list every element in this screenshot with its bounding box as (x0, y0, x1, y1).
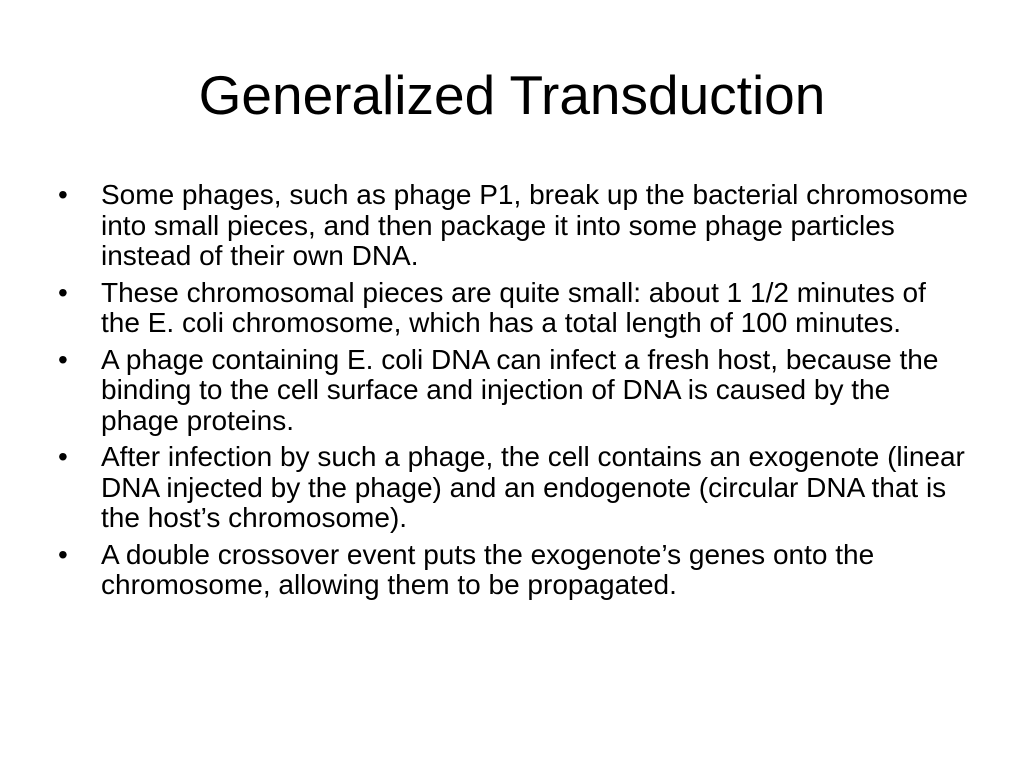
bullet-item (58, 442, 968, 534)
bullet-list (58, 180, 968, 607)
bullet-item (58, 540, 968, 601)
bullet-dot-icon: • (58, 538, 68, 570)
bullet-item (58, 278, 968, 339)
bullet-dot-icon: • (58, 179, 68, 210)
bullet-text: These chromosomal pieces are quite small: about 1 1/2 minutes of the E. coli chromosome, which has a total length of 100 minutes. (101, 276, 926, 338)
bullet-item (58, 345, 968, 437)
bullet-item (58, 180, 968, 272)
bullet-dot-icon: • (58, 441, 68, 472)
bullet-text: Some phages, such as phage P1, break up the bacterial chromosome into small pieces, and then package it into some phage particles instead of their own DNA. (101, 179, 968, 271)
bullet-text: A double crossover event puts the exogenote’s genes onto the chromosome, allowing them to be propagated. (101, 538, 875, 600)
bullet-dot-icon: • (58, 343, 68, 375)
slide-title: Generalized Transduction (198, 64, 826, 126)
bullet-text: After infection by such a phage, the cell contains an exogenote (linear DNA injected by the phage) and an endogenote (circular DNA that is the host’s chromosome). (101, 441, 965, 533)
bullet-text: A phage containing E. coli DNA can infect a fresh host, because the binding to the cell surface and injection of DNA is caused by the phage proteins. (101, 343, 939, 436)
bullet-dot-icon: • (58, 276, 68, 308)
